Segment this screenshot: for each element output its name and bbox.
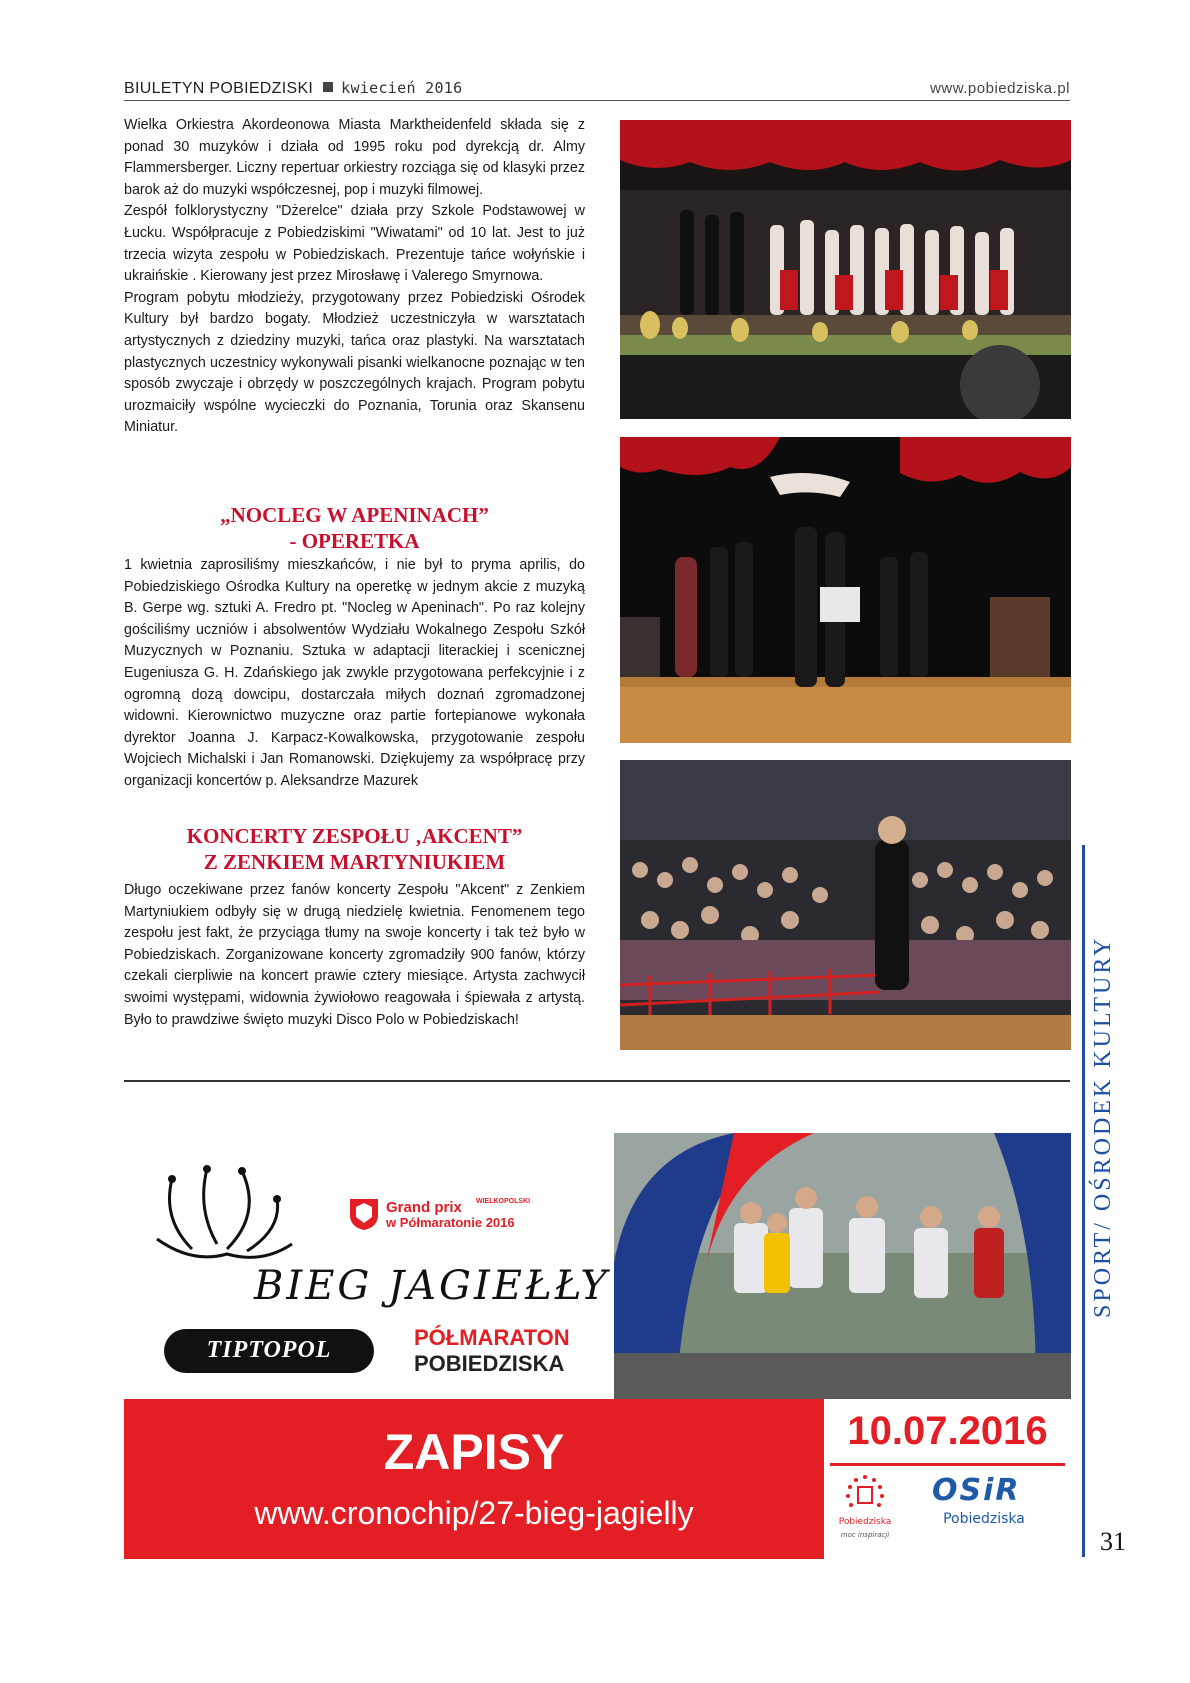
osir-logo-city: Pobiedziska	[943, 1511, 1025, 1527]
pobiedziska-logo-name: Pobiedziska	[838, 1517, 892, 1527]
header-url[interactable]: www.pobiedziska.pl	[930, 80, 1070, 97]
side-divider	[1082, 845, 1085, 1557]
date-underline	[830, 1463, 1065, 1466]
pobiedziska-logo-motto: moc inspiracji	[840, 1531, 890, 1539]
paragraph-orchestra: Wielka Orkiestra Akordeonowa Miasta Marktheidenfeld składa się z ponad 30 muzyków i działa od 1995 roku pod dyrekcją dr. Almy Flammersberger. Liczny repertuar orkiestry rozciąga się od klasyki przez barok aż do muzyki współczesnej, pop i muzyki filmowej.	[124, 117, 585, 198]
heading-operetka	[124, 502, 585, 554]
paragraph-dzerelce: Zespół folklorystyczny "Dżerelce" działa przy Szkole Podstawowej w Łucku. Współpracuje z Pobiedziskimi "Wiwatami" od 10 lat. Jest to już trzecia wizyta zespołu w Pobiedziskach. Prezentuje tańce wołyńskie i ukraińskie . Kierowany jest przez Mirosławę i Valerego Smyrnowa.	[124, 203, 585, 285]
paragraph-akcent: Długo oczekiwane przez fanów koncerty Zespołu "Akcent" z Zenkiem Martyniukiem odbyły się w drugą niedzielę kwietnia. Fenomenem tego zespołu jest fakt, że przyciąga tłumy na swoje koncerty i tak też było w Pobiedziskach. Zorganizowane koncerty zgromadziły 900 fanów, którzy czekali cierpliwie na koncert prawie cztery miesiące. Artysta zachwycił swoimi występami, widownia żywiołowo reagowała i śpiewała z artystą. Było to prawdziwe święto muzyki Disco Polo w Pobiedziskach!	[124, 882, 585, 1028]
photo-folk-group-stage	[620, 120, 1071, 419]
page-number: 31	[1100, 1527, 1126, 1556]
tiptopol-logo	[164, 1329, 374, 1373]
issue-date: kwiecień 2016	[341, 79, 463, 97]
osir-logo-mark: OSiR	[932, 1473, 1021, 1508]
square-bullet-icon	[323, 82, 333, 92]
photo-operetta-scene	[620, 437, 1071, 743]
publication-name: BIULETYN POBIEDZISKI	[124, 80, 314, 97]
grand-prix-subtitle: w Półmaratonie 2016	[386, 1215, 515, 1230]
registration-heading: ZAPISY	[383, 1424, 565, 1480]
grand-prix-title: Grand prix	[386, 1199, 462, 1216]
pobiedziska-emblem-icon	[830, 1473, 900, 1515]
registration-url[interactable]: www.cronochip/27-bieg-jagielly	[254, 1495, 694, 1531]
pobiedziska-logo	[830, 1473, 900, 1553]
header-title	[124, 79, 462, 98]
article-operetka	[124, 555, 585, 793]
banner-bieg-jagielly[interactable]	[124, 1133, 1071, 1559]
heading-operetka-line2: - OPERETKA	[289, 529, 420, 553]
grand-prix-region: WIELKOPOLSKI	[476, 1198, 531, 1205]
coat-of-arms-icon	[348, 1197, 380, 1231]
paragraph-program: Program pobytu młodzieży, przygotowany przez Pobiedziski Ośrodek Kultury był bardzo bogaty. Młodzież uczestniczyła w warsztatach artystycznych z dziedziny muzyki, tańca oraz plastyki. Na warsztatach plastycznych uczestnicy wykonywali pisanki wielkanocne poznając w ten sposób zwyczaje i obrzędy w poszczególnych krajach. Program pobytu urozmaiciły wspólne wycieczki do Poznania, Torunia oraz Skansenu Miniatur.	[124, 289, 585, 436]
article-akcent	[124, 880, 585, 1031]
tiptopol-text: TIPTOPOL	[206, 1337, 332, 1363]
photo-concert-crowd	[620, 760, 1071, 1050]
osir-logo	[924, 1473, 1044, 1553]
heading-akcent	[124, 823, 585, 875]
event-city: POBIEDZISKA	[414, 1351, 565, 1376]
heading-akcent-line2: Z ZENKIEM MARTYNIUKIEM	[203, 850, 506, 874]
event-date: 10.07.2016	[847, 1409, 1048, 1453]
bieg-jagielly-logo: BIEG JAGIEŁŁY	[254, 1263, 610, 1309]
header-divider	[124, 100, 1070, 101]
section-divider	[124, 1080, 1070, 1082]
runners-photo	[614, 1133, 1071, 1433]
event-name: PÓŁMARATON	[414, 1325, 570, 1350]
article-intro	[124, 115, 585, 439]
heading-akcent-line1: KONCERTY ZESPOŁU ‚AKCENT”	[186, 824, 523, 848]
grand-prix-badge	[348, 1195, 568, 1235]
crown-logo-icon	[152, 1159, 302, 1269]
paragraph-operetka: 1 kwietnia zaprosiliśmy mieszkańców, i nie był to pryma aprilis, do Pobiedziskiego Ośrodka Kultury na operetkę w jednym akcie z muzyką B. Gerpe wg. sztuki A. Fredro pt. "Nocleg w Apeninach". Po raz kolejny gościliśmy uczniów i absolwentów Wydziału Wokalnego Zespołu Szkół Muzycznych w Poznaniu. Sztuka w adaptacji literackiej i scenicznej Eugeniusza G. H. Zdańskiego jak zwykle przygotowana perfekcyjnie i z ogromną dozą dowcipu, dostarczała miłych doznań zgromadzonej widowni. Kierownictwo muzyczne oraz partie fortepianowe wykonała dyrektor Joanna J. Karpacz-Kowalkowska, przygotowanie zespołu Wojciech Michalski i Jan Romanowski. Dziękujemy za współpracę przy organizacji koncertów p. Aleksandrze Mazurek	[124, 557, 585, 789]
heading-operetka-line1: „NOCLEG W APENINACH”	[220, 503, 489, 527]
section-label: SPORT/ OŚRODEK KULTURY	[1090, 935, 1116, 1318]
